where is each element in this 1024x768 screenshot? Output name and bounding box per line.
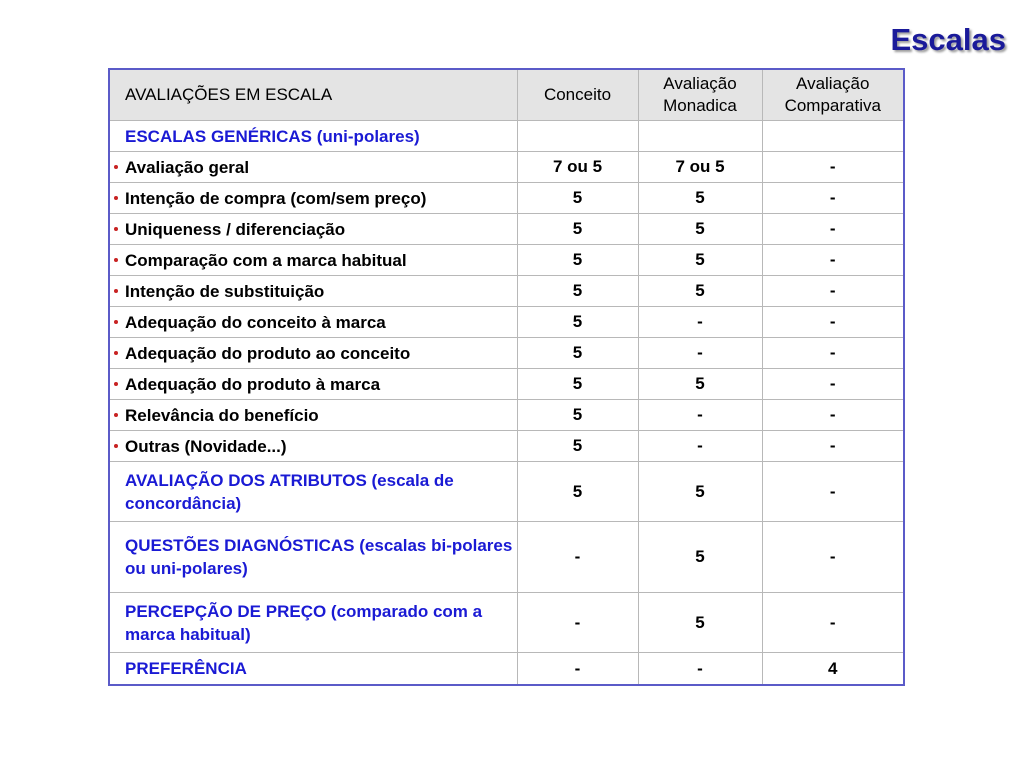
- cell-monadica: -: [638, 400, 762, 431]
- table-row: [109, 400, 904, 431]
- cell-conceito: 5: [517, 183, 638, 214]
- bullet-icon: [114, 382, 118, 386]
- cell-comparativa: -: [762, 593, 904, 653]
- cell-comparativa: [762, 121, 904, 152]
- bullet-icon: [114, 258, 118, 262]
- row-label: Avaliação geral: [125, 157, 250, 177]
- bullet-icon: [114, 227, 118, 231]
- bullet-icon: [114, 196, 118, 200]
- cell-monadica: 5: [638, 462, 762, 522]
- table-row: [109, 593, 904, 653]
- row-label: Adequação do produto à marca: [125, 374, 381, 394]
- table-row: [109, 653, 904, 686]
- row-label: Intenção de compra (com/sem preço): [125, 188, 427, 208]
- cell-monadica: [638, 121, 762, 152]
- bullet-icon: [114, 444, 118, 448]
- table-row: [109, 183, 904, 214]
- bullet-icon: [114, 320, 118, 324]
- header-comparativa-line2: Comparativa: [784, 96, 881, 115]
- row-label-cell: [109, 183, 517, 214]
- cell-conceito: 5: [517, 214, 638, 245]
- table-row: [109, 431, 904, 462]
- cell-comparativa: -: [762, 369, 904, 400]
- row-label: Intenção de substituição: [125, 281, 325, 301]
- cell-comparativa: -: [762, 522, 904, 593]
- row-label: AVALIAÇÃO DOS ATRIBUTOS (escala de concordância): [109, 462, 517, 522]
- cell-comparativa: -: [762, 431, 904, 462]
- bullet-icon: [114, 289, 118, 293]
- cell-comparativa: -: [762, 276, 904, 307]
- cell-comparativa: -: [762, 400, 904, 431]
- cell-conceito: 5: [517, 276, 638, 307]
- row-label-cell: [109, 369, 517, 400]
- table-row: [109, 276, 904, 307]
- cell-monadica: -: [638, 653, 762, 686]
- header-monadica-line1: Avaliação: [663, 74, 737, 93]
- cell-comparativa: 4: [762, 653, 904, 686]
- cell-comparativa: -: [762, 183, 904, 214]
- table-row: [109, 522, 904, 593]
- bullet-icon: [114, 165, 118, 169]
- bullet-icon: [114, 413, 118, 417]
- cell-conceito: 5: [517, 369, 638, 400]
- table-row: [109, 245, 904, 276]
- cell-conceito: 5: [517, 307, 638, 338]
- row-label-cell: [109, 431, 517, 462]
- cell-monadica: -: [638, 338, 762, 369]
- cell-conceito: 5: [517, 400, 638, 431]
- row-label: Relevância do benefício: [125, 405, 319, 425]
- row-label-cell: [109, 276, 517, 307]
- cell-monadica: 5: [638, 276, 762, 307]
- cell-comparativa: -: [762, 462, 904, 522]
- row-label: Adequação do conceito à marca: [125, 312, 386, 332]
- row-label: Adequação do produto ao conceito: [125, 343, 411, 363]
- table-row: [109, 338, 904, 369]
- row-label: PERCEPÇÃO DE PREÇO (comparado com a marca habitual): [109, 593, 517, 653]
- cell-conceito: -: [517, 593, 638, 653]
- row-label-cell: [109, 245, 517, 276]
- scales-table: [108, 68, 905, 686]
- cell-conceito: 5: [517, 245, 638, 276]
- cell-monadica: 5: [638, 522, 762, 593]
- table-header-row: [109, 69, 904, 121]
- cell-monadica: 5: [638, 593, 762, 653]
- row-label: Comparação com a marca habitual: [125, 250, 407, 270]
- cell-monadica: 7 ou 5: [638, 152, 762, 183]
- header-comparativa: [762, 69, 904, 121]
- header-conceito: Conceito: [517, 69, 638, 121]
- row-label: QUESTÕES DIAGNÓSTICAS (escalas bi-polares ou uni-polares): [109, 522, 517, 593]
- page-title: Escalas: [890, 22, 1006, 57]
- cell-conceito: 5: [517, 462, 638, 522]
- header-avaliacoes: AVALIAÇÕES EM ESCALA: [109, 69, 517, 121]
- cell-comparativa: -: [762, 152, 904, 183]
- cell-conceito: -: [517, 522, 638, 593]
- cell-conceito: 5: [517, 338, 638, 369]
- table-row: [109, 462, 904, 522]
- row-label: ESCALAS GENÉRICAS (uni-polares): [109, 121, 517, 152]
- cell-monadica: 5: [638, 369, 762, 400]
- header-comparativa-line1: Avaliação: [796, 74, 870, 93]
- header-monadica: [638, 69, 762, 121]
- table-row: [109, 307, 904, 338]
- cell-conceito: -: [517, 653, 638, 686]
- table-row: [109, 152, 904, 183]
- table-row: [109, 121, 904, 152]
- table-row: [109, 214, 904, 245]
- table-row: [109, 369, 904, 400]
- row-label-cell: [109, 400, 517, 431]
- cell-comparativa: -: [762, 245, 904, 276]
- cell-conceito: [517, 121, 638, 152]
- cell-monadica: 5: [638, 183, 762, 214]
- cell-conceito: 7 ou 5: [517, 152, 638, 183]
- cell-comparativa: -: [762, 338, 904, 369]
- cell-monadica: 5: [638, 245, 762, 276]
- cell-comparativa: -: [762, 307, 904, 338]
- row-label: PREFERÊNCIA: [109, 653, 517, 686]
- row-label-cell: [109, 338, 517, 369]
- row-label-cell: [109, 307, 517, 338]
- cell-monadica: -: [638, 431, 762, 462]
- row-label: Outras (Novidade...): [125, 436, 287, 456]
- row-label: Uniqueness / diferenciação: [125, 219, 346, 239]
- cell-monadica: -: [638, 307, 762, 338]
- header-monadica-line2: Monadica: [663, 96, 737, 115]
- cell-comparativa: -: [762, 214, 904, 245]
- cell-monadica: 5: [638, 214, 762, 245]
- row-label-cell: [109, 152, 517, 183]
- bullet-icon: [114, 351, 118, 355]
- row-label-cell: [109, 214, 517, 245]
- cell-conceito: 5: [517, 431, 638, 462]
